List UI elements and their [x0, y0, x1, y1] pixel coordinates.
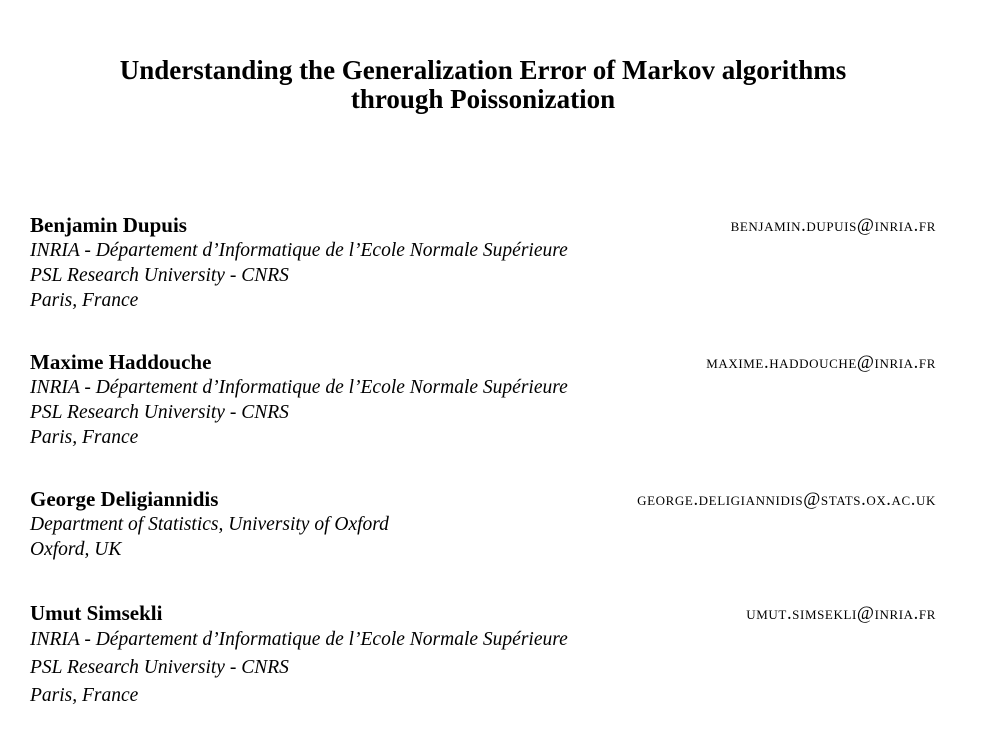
author-email: benjamin.dupuis@inria.fr	[730, 216, 936, 236]
author-name: Umut Simsekli	[30, 601, 163, 625]
affiliation-line: Paris, France	[30, 290, 139, 311]
author-header	[30, 600, 936, 626]
author-block-deligiannidis	[30, 486, 936, 562]
author-name: Maxime Haddouche	[30, 350, 212, 374]
author-name: Benjamin Dupuis	[30, 213, 187, 237]
affiliation-line: INRIA - Département d’Informatique de l’Ecole Normale Supérieure	[30, 240, 568, 261]
affiliation-line: PSL Research University - CNRS	[30, 402, 289, 423]
affiliation-line: PSL Research University - CNRS	[30, 657, 289, 678]
affiliation-line: PSL Research University - CNRS	[30, 265, 289, 286]
author-header	[30, 212, 936, 238]
affiliation-line: Paris, France	[30, 427, 139, 448]
author-block-haddouche	[30, 349, 936, 450]
paper-title-line-2: through Poissonization	[350, 84, 616, 114]
author-header	[30, 349, 936, 375]
author-block-dupuis	[30, 212, 936, 313]
author-email: maxime.haddouche@inria.fr	[706, 353, 936, 373]
author-header	[30, 486, 936, 512]
affiliation-line: Paris, France	[30, 685, 139, 706]
author-name: George Deligiannidis	[30, 487, 219, 511]
author-email: george.deligiannidis@stats.ox.ac.uk	[637, 490, 936, 510]
paper-title	[0, 56, 966, 114]
author-email: umut.simsekli@inria.fr	[746, 604, 936, 624]
affiliation-line: Department of Statistics, University of Oxford	[30, 514, 389, 535]
paper-title-line-1: Understanding the Generalization Error of Markov algorithms	[119, 55, 847, 85]
affiliation-line: INRIA - Département d’Informatique de l’Ecole Normale Supérieure	[30, 629, 568, 650]
author-block-simsekli	[30, 600, 936, 710]
affiliation-line: Oxford, UK	[30, 539, 122, 560]
affiliation-line: INRIA - Département d’Informatique de l’Ecole Normale Supérieure	[30, 377, 568, 398]
